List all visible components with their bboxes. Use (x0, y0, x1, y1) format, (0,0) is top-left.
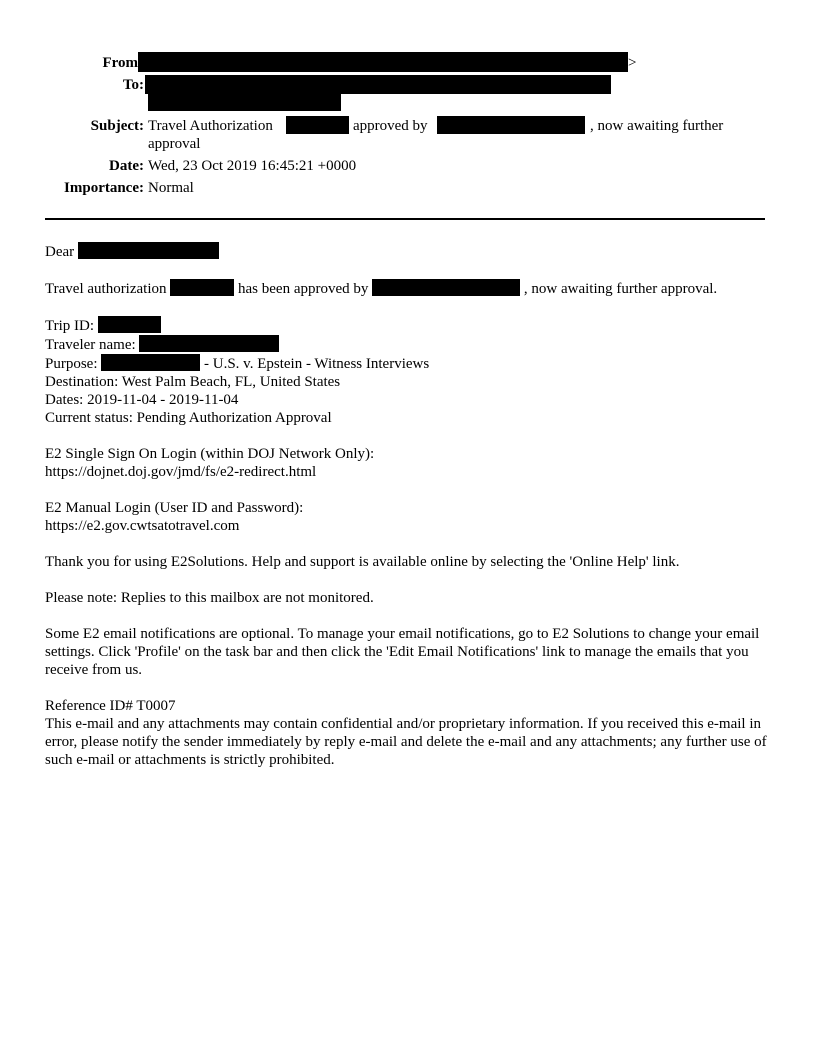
purpose-label: Purpose: (45, 356, 98, 372)
trip-id-label: Trip ID: (45, 318, 95, 334)
thanks-paragraph: Thank you for using E2Solutions. Help and support is available online by selecting the 'Online Help' link. (45, 554, 680, 570)
importance-label: Importance: (64, 180, 144, 196)
greeting: Dear (45, 244, 75, 260)
date-value: Wed, 23 Oct 2019 16:45:21 +0000 (148, 158, 357, 174)
subject-label: Subject: (90, 118, 144, 134)
trip-id-line (45, 316, 773, 335)
importance-value: Normal (148, 180, 194, 196)
approver-redaction (372, 279, 520, 296)
email-body (45, 242, 773, 769)
approval-text-3: , now awaiting further approval. (523, 281, 718, 297)
manual-login-url[interactable]: https://e2.gov.cwtsatotravel.com (45, 518, 240, 534)
sso-heading: E2 Single Sign On Login (within DOJ Network Only): (45, 446, 375, 462)
approval-id-redaction (170, 279, 234, 296)
to-redaction-1 (145, 75, 611, 94)
date-label: Date: (109, 158, 144, 174)
purpose-redaction (101, 354, 200, 371)
dates-line: Dates: 2019-11-04 - 2019-11-04 (45, 392, 239, 408)
subject-part3: , now awaiting further (590, 118, 724, 134)
approval-text-1: Travel authorization (45, 281, 167, 297)
manual-login-heading: E2 Manual Login (User ID and Password): (45, 500, 304, 516)
subject-part1: Travel Authorization (148, 118, 273, 134)
greeting-line (45, 242, 773, 261)
sso-url[interactable]: https://dojnet.doj.gov/jmd/fs/e2-redirect.html (45, 464, 317, 480)
to-label: To: (122, 77, 144, 93)
note-paragraph: Please note: Replies to this mailbox are not monitored. (45, 590, 374, 606)
disclaimer-paragraph: This e-mail and any attachments may contain confidential and/or proprietary information. If you received this e-mail in error, please notify the sender immediately by reply e-mail and delete the e-mail and any attachments; any further use of such e-mail or attachments is strictly prohibited. (45, 716, 767, 768)
traveler-redaction (139, 335, 279, 352)
header-divider (45, 218, 765, 220)
trip-id-redaction (98, 316, 161, 333)
status-line: Current status: Pending Authorization Approval (45, 410, 332, 426)
traveler-label: Traveler name: (45, 337, 136, 353)
purpose-line (45, 354, 773, 373)
subject-redaction-approver (437, 116, 585, 134)
destination-line: Destination: West Palm Beach, FL, United States (45, 374, 341, 390)
purpose-value: - U.S. v. Epstein - Witness Interviews (204, 356, 430, 372)
approval-text-2: has been approved by (238, 281, 369, 297)
recipient-redaction (78, 242, 219, 259)
to-redaction-2 (148, 94, 341, 111)
optional-notice-paragraph: Some E2 email notifications are optional. To manage your email notifications, go to E2 Solutions to change your email settings. Click 'Profile' on the task bar and then click the 'Edit Email Notifications' link to manage the emails that you receive from us. (45, 626, 760, 678)
subject-redaction-id (286, 116, 349, 134)
from-suffix: > (628, 55, 637, 71)
subject-part4: approval (148, 136, 201, 152)
from-label: From (102, 55, 138, 71)
reference-id: Reference ID# T0007 (45, 698, 176, 714)
approval-line (45, 279, 773, 298)
traveler-line (45, 335, 773, 354)
from-redaction (138, 52, 628, 72)
subject-part2: approved by (353, 118, 428, 134)
